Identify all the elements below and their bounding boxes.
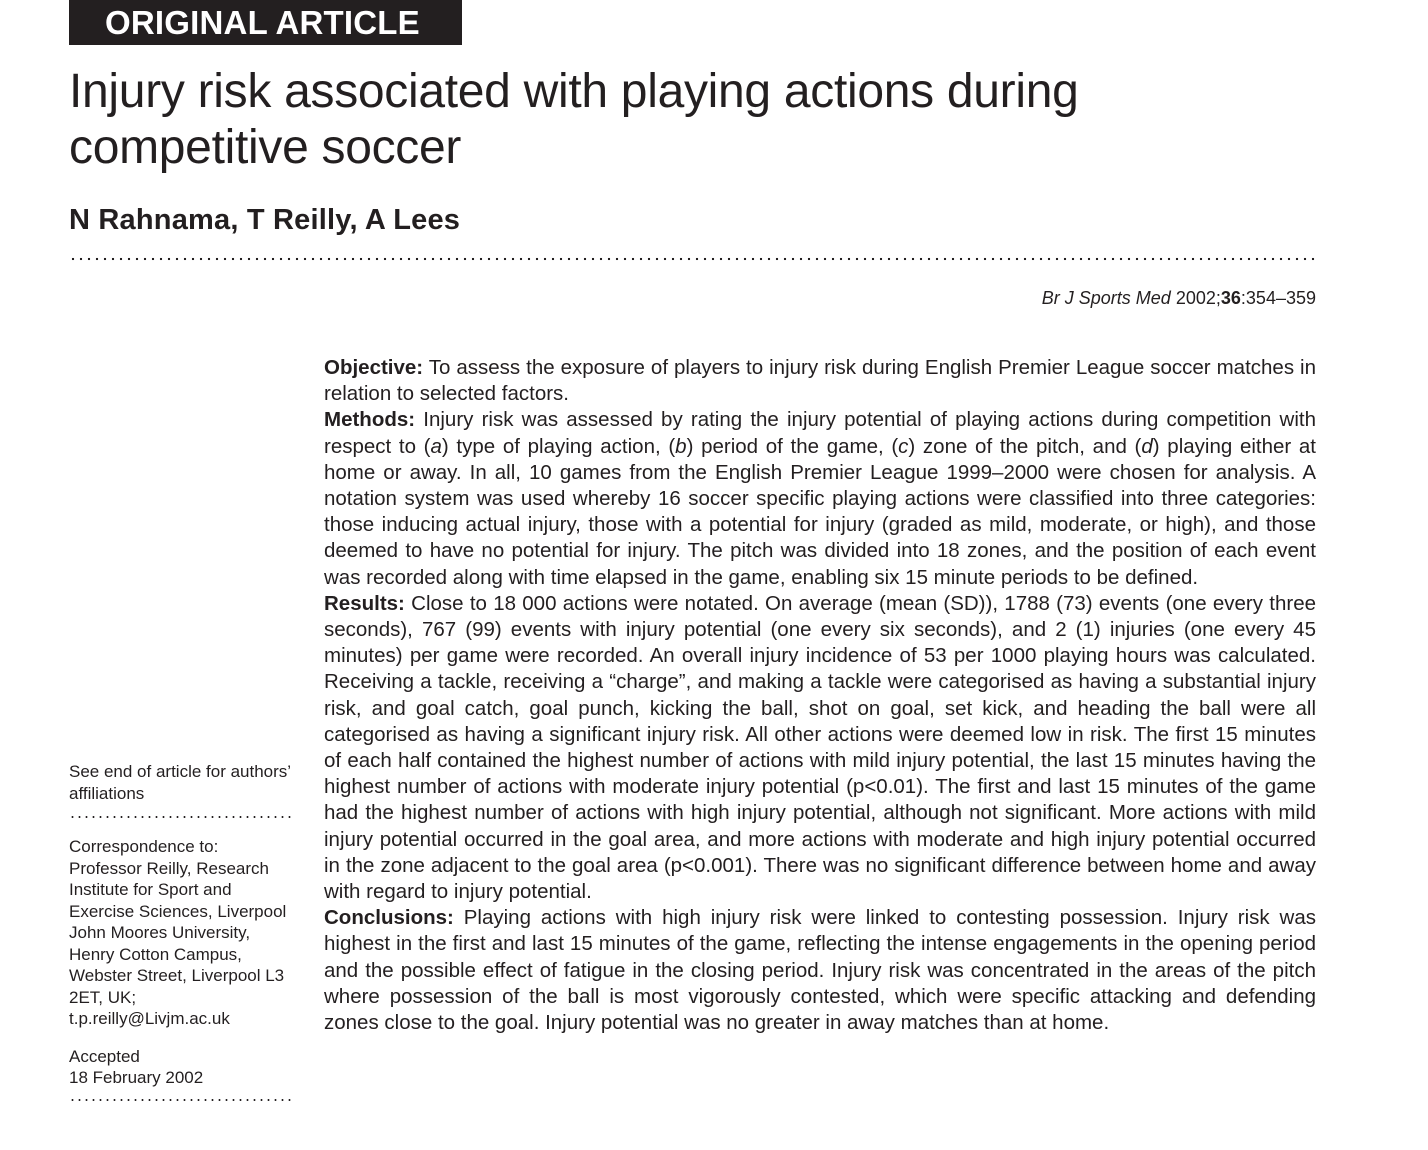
accepted-date: 18 February 2002: [69, 1068, 204, 1087]
results-heading: Results:: [324, 591, 405, 615]
conclusions-heading: Conclusions:: [324, 906, 454, 930]
author-list: N Rahnama, T Reilly, A Lees: [69, 204, 461, 236]
abstract-methods: [324, 407, 1316, 590]
abstract-objective: [324, 355, 1316, 407]
methods-item-d: d: [1141, 434, 1153, 458]
abstract-results: [324, 591, 1316, 905]
correspondence-address: Professor Reilly, Research Institute for Sport and Exercise Sciences, Liverpool John Moores University, Henry Cotton Campus, Webster Street, Liverpool L3 2ET, UK; t.p.reilly@Livjm.ac.uk: [69, 858, 287, 1028]
methods-item-c: c: [898, 434, 909, 458]
article-type-badge: ORIGINAL ARTICLE: [69, 0, 462, 45]
citation-pages: :354–359: [1240, 288, 1316, 308]
methods-item-a: a: [430, 434, 442, 458]
sidebar-notes: [69, 761, 295, 1119]
objective-text: To assess the exposure of players to injury risk during English Premier League soccer matches in relation to selected factors.: [324, 356, 1316, 406]
affiliations-note: See end of article for authors’ affiliations: [69, 762, 291, 803]
journal-name: Br J Sports Med: [1041, 288, 1171, 308]
citation-year: 2002;: [1175, 288, 1221, 308]
correspondence-label: Correspondence to:: [69, 837, 219, 856]
sidebar-divider-bottom: [69, 1097, 295, 1103]
abstract: [324, 355, 1316, 1036]
accepted-label: Accepted: [69, 1046, 140, 1066]
methods-text: ) playing either at home or away. In all, 10 games from the English Premier League 1999–2000 were chosen for analysis. A notation system was used whereby 16 soccer specific playing actions were classified into three categories: those inducing actual injury, those with a potential for injury (graded as mild, moderate, or high), and those deemed to have no potential for injury. The pitch was divided into 18 zones, and the position of each event was recorded along with time elapsed in the game, enabling six 15 minute periods to be defined.: [324, 434, 1316, 589]
methods-text: Injury risk was assessed by rating the injury potential of playing actions during competition with respect to (: [324, 408, 1316, 458]
journal-citation: [1042, 287, 1316, 309]
conclusions-text: Playing actions with high injury risk were linked to contesting possession. Injury risk was highest in the first and last 15 minutes of the game, reflecting the intense engagements in the opening period and the possible effect of fatigue in the closing period. Injury risk was concentrated in the areas of the pitch where possession of the ball is most vigorously contested, which were specific attacking and defending zones close to the goal. Injury potential was no greater in away matches than at home.: [324, 906, 1316, 1035]
results-text: Close to 18 000 actions were notated. On average (mean (SD)), 1788 (73) events (one every three seconds), 767 (99) events with injury potential (one every six seconds), and 2 (1) injuries (one every 45 minutes) per game were recorded. An overall injury incidence of 53 per 1000 playing hours was calculated. Receiving a tackle, receiving a “charge”, and making a tackle were categorised as having a substantial injury risk, and goal catch, goal punch, kicking the ball, shot on goal, set kick, and heading the ball were all categorised as having a significant injury risk. All other actions were deemed low in risk. The first 15 minutes of each half contained the highest number of actions with mild injury potential, the last 15 minutes having the highest number of actions with moderate injury potential (p<0.01). The first and last 15 minutes of the game had the highest number of actions with high injury potential, although not significant. More actions with mild injury potential occurred in the goal area, and more actions with moderate and high injury potential occurred in the zone adjacent to the goal area (p<0.001). There was no significant difference between home and away with regard to injury potential.: [324, 591, 1316, 904]
abstract-conclusions: [324, 905, 1316, 1036]
dotted-divider: [69, 256, 1316, 262]
methods-text: ) zone of the pitch, and (: [908, 434, 1142, 458]
sidebar-divider: [69, 814, 295, 820]
methods-item-b: b: [675, 434, 687, 458]
methods-heading: Methods:: [324, 408, 416, 432]
article-title: Injury risk associated with playing actions during competitive soccer: [69, 65, 1079, 174]
citation-volume: 36: [1220, 288, 1241, 308]
objective-heading: Objective:: [324, 356, 424, 379]
methods-text: ) type of playing action, (: [441, 434, 676, 458]
methods-text: ) period of the game, (: [686, 434, 899, 458]
